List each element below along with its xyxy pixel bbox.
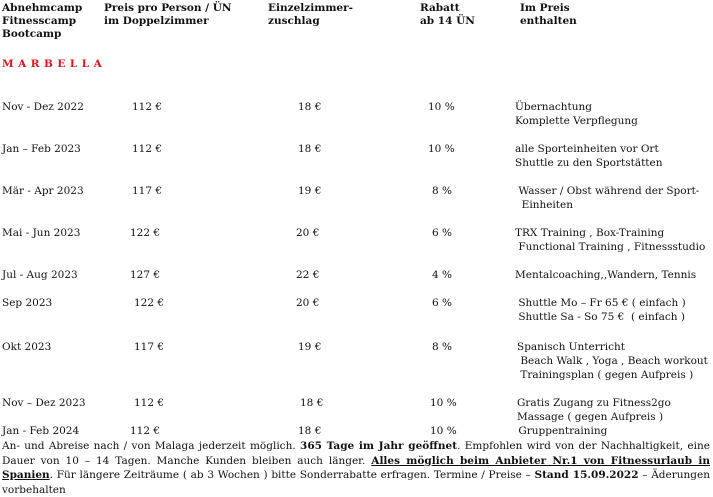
row-included: alle Sporteinheiten vor Ort Shuttle zu den Sportstätten: [515, 143, 663, 169]
row-single-surcharge: 20 €: [296, 297, 320, 309]
header-included: Im Preis enthalten: [520, 2, 577, 27]
footer-text-4: – Äderungen vorbehalten: [2, 469, 710, 496]
row-period: Jul - Aug 2023: [2, 269, 78, 281]
footer-text-3: . Für längere Zeiträume ( ab 3 Wochen ) bitte Sonderrabatte erfragen. Termine / Preise –: [49, 469, 535, 482]
row-price: 112 €: [130, 425, 161, 437]
footer-status-date: Stand 15.09.2022: [534, 469, 639, 482]
row-price: 117 €: [134, 341, 165, 353]
footer-notes: [2, 439, 710, 497]
row-discount: 10 %: [428, 143, 455, 155]
row-discount: 4 %: [432, 269, 452, 281]
row-included: Wasser / Obst während der Sport- Einheiten: [518, 185, 700, 211]
row-single-surcharge: 18 €: [298, 101, 322, 113]
header-discount: Rabatt ab 14 ÜN: [420, 2, 475, 27]
header-price-per-person: Preis pro Person / ÜN im Doppelzimmer: [104, 2, 232, 27]
footer-text-1: An- und Abreise nach / von Malaga jederzeit möglich.: [2, 440, 301, 452]
row-single-surcharge: 19 €: [298, 341, 322, 353]
row-discount: 6 %: [432, 227, 452, 239]
row-period: Jan - Feb 2024: [2, 425, 80, 437]
row-period: Nov – Dez 2023: [2, 397, 86, 409]
row-price: 122 €: [130, 227, 161, 239]
row-price: 117 €: [132, 185, 163, 197]
row-price: 127 €: [130, 269, 161, 281]
header-single-room-surcharge: Einzelzimmer- zuschlag: [268, 2, 353, 27]
row-included: Übernachtung Komplette Verpflegung: [515, 101, 638, 127]
row-included: Shuttle Mo – Fr 65 € ( einfach ) Shuttle Sa - So 75 € ( einfach ): [518, 297, 686, 323]
row-included: Spanisch Unterricht Beach Walk , Yoga , Beach workout Trainingsplan ( gegen Aufpreis ): [517, 341, 708, 381]
row-price: 112 €: [132, 143, 163, 155]
row-single-surcharge: 18 €: [298, 143, 322, 155]
row-discount: 10 %: [430, 425, 457, 437]
header-camp-types: Abnehmcamp Fitnesscamp Bootcamp: [2, 2, 83, 40]
row-price: 112 €: [134, 397, 165, 409]
row-included: Mentalcoaching,,Wandern, Tennis: [515, 269, 697, 281]
row-discount: 8 %: [432, 341, 452, 353]
row-period: Mär - Apr 2023: [2, 185, 84, 197]
row-included: Gratis Zugang zu Fitness2go Massage ( gegen Aufpreis ): [517, 397, 671, 423]
row-price: 122 €: [134, 297, 165, 309]
row-single-surcharge: 20 €: [296, 227, 320, 239]
row-period: Nov - Dez 2022: [2, 101, 84, 113]
footer-open-all-year: 365 Tage im Jahr geöffnet: [300, 440, 458, 452]
row-included: TRX Training , Box-Training Functional Training , Fitnessstudio: [515, 227, 706, 253]
row-price: 112 €: [132, 101, 163, 113]
row-single-surcharge: 19 €: [298, 185, 322, 197]
row-single-surcharge: 18 €: [300, 397, 324, 409]
location-title: MARBELLA: [2, 58, 107, 70]
row-included: Gruppentraining: [515, 425, 608, 437]
row-single-surcharge: 22 €: [296, 269, 320, 281]
row-period: Jan – Feb 2023: [2, 143, 81, 155]
row-single-surcharge: 18 €: [298, 425, 322, 437]
row-discount: 8 %: [432, 185, 452, 197]
footer-text-2: . Empfohlen wird von der Nachhaltigkeit, eine Dauer von 10 – 14 Tagen. Manche Kunden bleiben auch länger.: [2, 440, 710, 467]
row-period: Okt 2023: [2, 341, 52, 353]
row-discount: 10 %: [430, 397, 457, 409]
footer-provider-claim: Alles möglich beim Anbieter Nr.1 von Fitnessurlaub in Spanien: [2, 454, 710, 482]
row-period: Sep 2023: [2, 297, 53, 309]
row-period: Mai - Jun 2023: [2, 227, 81, 239]
row-discount: 10 %: [428, 101, 455, 113]
row-discount: 6 %: [432, 297, 452, 309]
